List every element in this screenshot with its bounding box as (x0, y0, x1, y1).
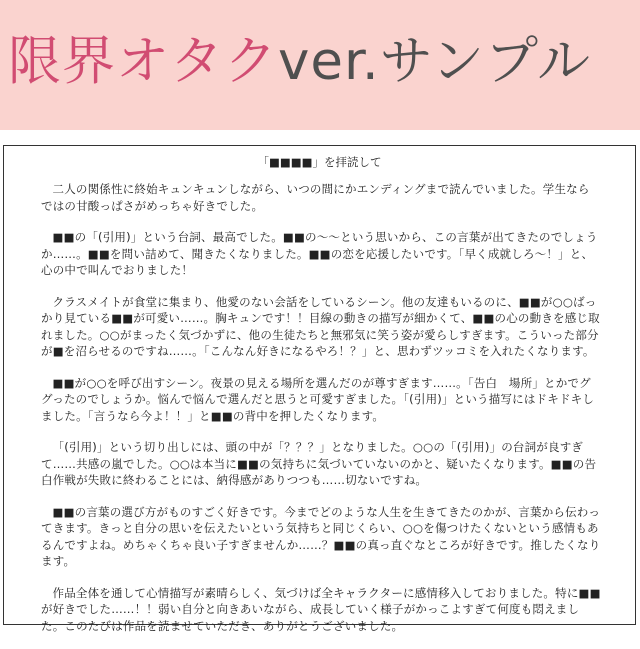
document-body (41, 181, 601, 649)
paragraph-1: 二人の関係性に終始キュンキュンしながら、いつの間にかエンディングまで読んでいました。学生ならではの甘酸っぱさがめっちゃ好きでした。 (41, 182, 590, 213)
paragraph-6: ■■の言葉の選び方がものすごく好きです。今までどのような人生を生きてきたのかが、言葉から伝わってきます。きっと自分の思いを伝えたいという気持ちと同じくらい、○○を傷つけたくないという感情もあるんですよね。めちゃくちゃ良い子すぎませんか……？■■の真っ直ぐなところが好きです。推したくなります。 (41, 504, 601, 568)
paragraph-3: クラスメイトが食堂に集まり、他愛のない会話をしているシーン。他の友達もいるのに、■■が○○ばっかり見ている■■が可愛い……。胸キュンです！！目線の動きの描写が細かくて、■■の心の動きを感じ取れました。○○がまったく気づかずに、他の生徒たちと無邪気に笑う姿が愛らしすぎます。こういった部分が■を沼らせるのですね……。「こんなん好きになるやろ！？」と、思わずツッコミを入れたくなります。 (41, 294, 600, 358)
title-accent-text: 限界オタク (8, 31, 278, 92)
paragraph-4: ■■が○○を呼び出すシーン。夜景の見える場所を選んだのが尊すぎます……。「告白 場所」とかでググったのでしょうか。悩んで悩んで選んだと思うと可愛すぎました。「(引用)」という描写にはドキドキしました。「言うなら今よ！！」と■■の背中を押したくなります。 (41, 375, 595, 423)
header-band (0, 0, 640, 130)
paragraph-5: 「(引用)」という切り出しには、頭の中が「？？？」となりました。○○の「(引用)」の台詞が良すぎて……共感の嵐でした。○○は本当に■■の気持ちに気づいていないのかと、疑いたくなります。■■の告白作戦が失敗に終わることには、納得感がありつつも……切ないですね。 (41, 440, 597, 487)
document-heading: 「■■■■」を拝読して (257, 155, 382, 169)
paragraph-7: 作品全体を通して心情描写が素晴らしく、気づけば全キャラクターに感情移入しておりました。特に■■が好きでした……！！弱い自分と向きあいながら、成長していく様子がかっこよすぎて何度も悶えました。このたびは作品を読ませていただき、ありがとうございました。 (41, 585, 601, 633)
title-version-text: ver.サンプル (278, 31, 591, 92)
page-title (8, 22, 638, 102)
paragraph-2: ■■の「(引用)」という台詞、最高でした。■■の～～という思いから、この言葉が出てきたのでしょうか……。■■を問い詰めて、聞きたくなりました。■■の恋を応援したいです。「早く成就しろ～！」と、心の中で叫んでおりました！ (41, 230, 598, 277)
document-box (3, 145, 636, 633)
